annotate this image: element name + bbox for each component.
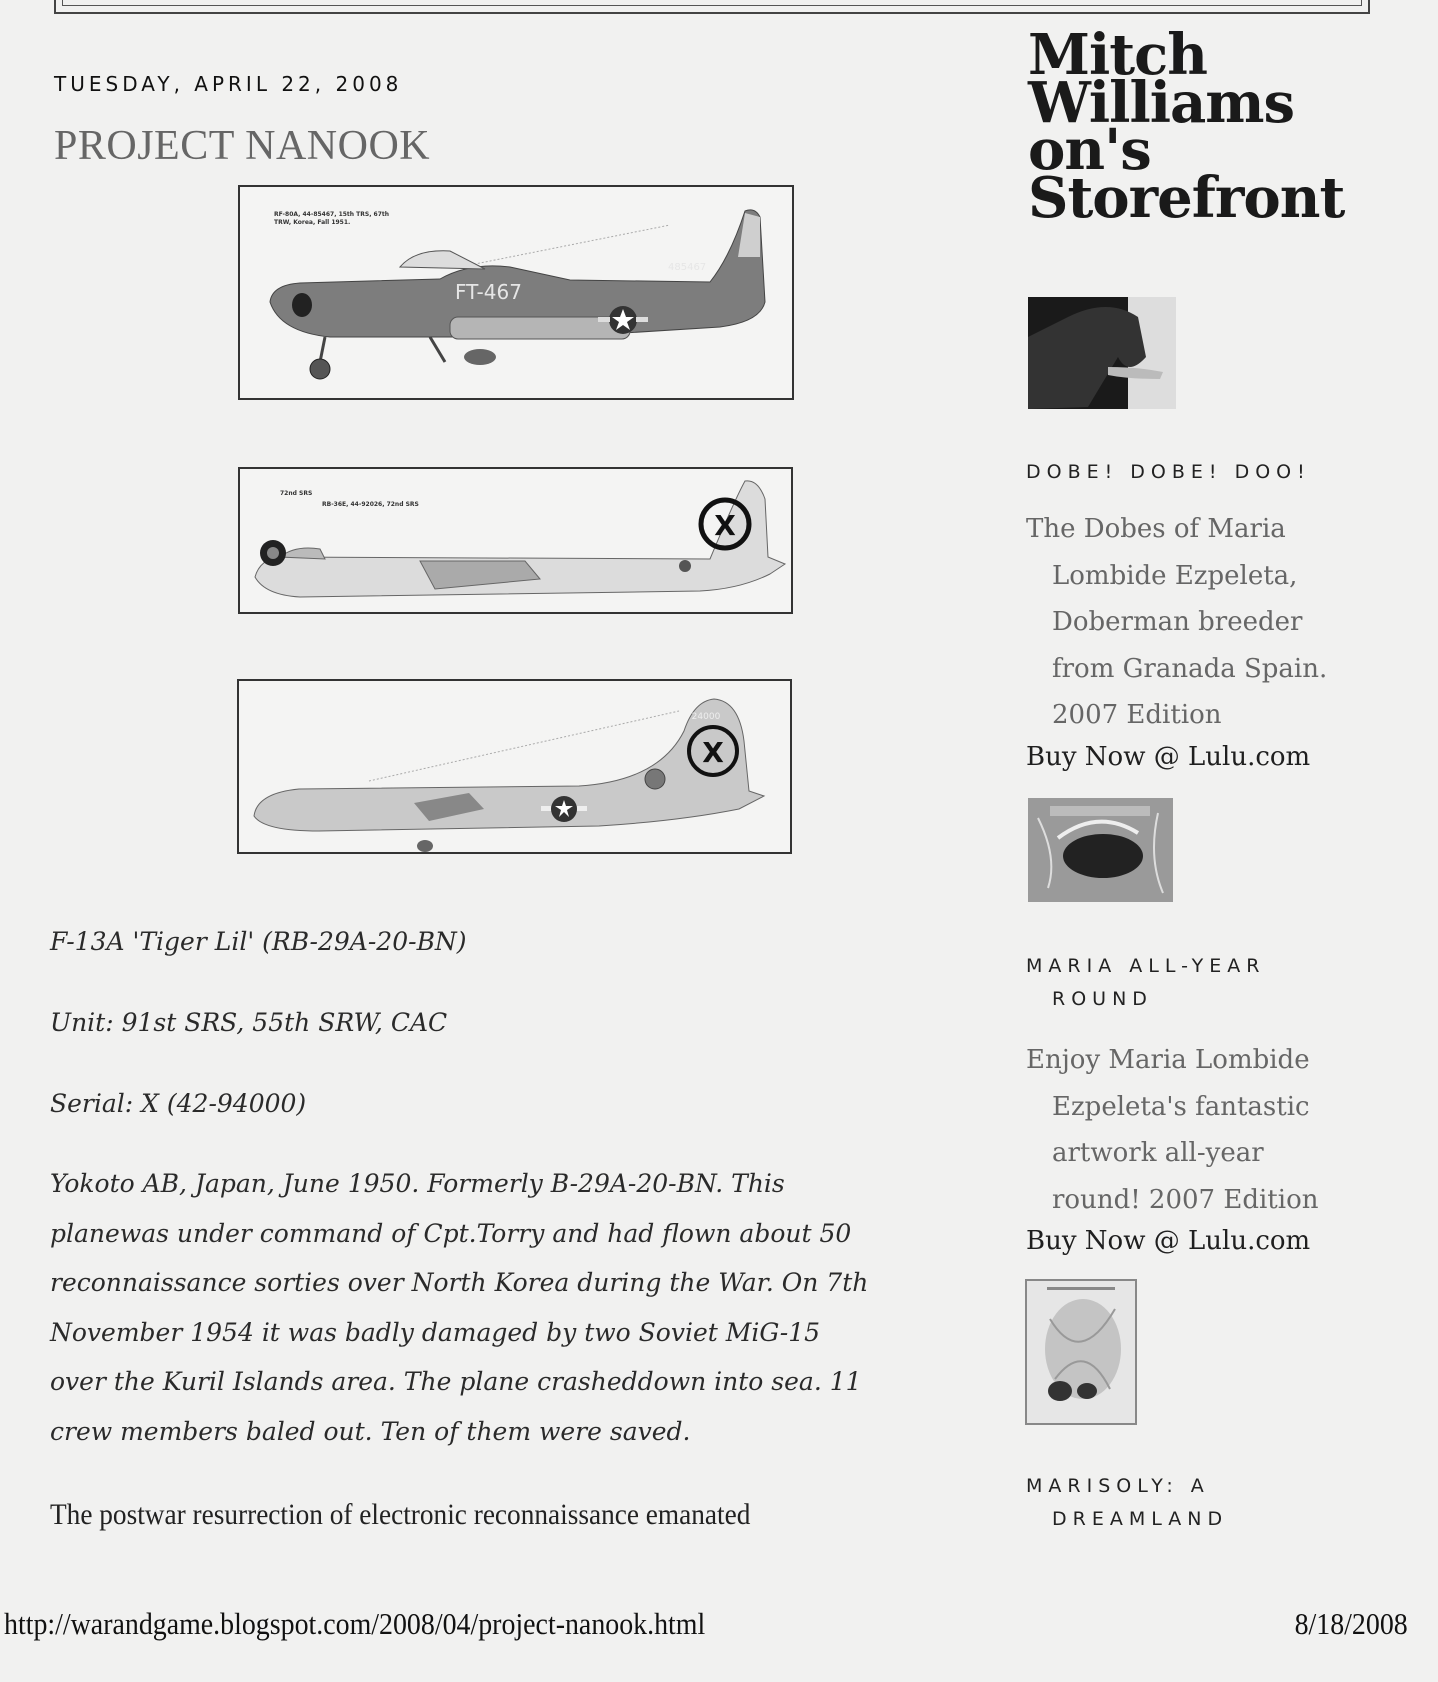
desc-line: Doberman breeder [1052,607,1303,637]
desc-line: round! 2007 Edition [1052,1184,1319,1215]
rf80-caption-line1: RF-80A, 44-85467, 15th TRS, 67th [274,211,390,218]
post-date: TUESDAY, APRIL 22, 2008 [54,72,403,96]
header-frame [54,0,1370,14]
desc-line: Ezpeleta's fantastic [1052,1091,1310,1122]
spec-unit: Unit: 91st SRS, 55th SRW, CAC [50,1008,448,1037]
dobe-book-image[interactable] [1028,297,1176,409]
rb36-tail-letter: X [714,509,736,542]
story-line: crew members baled out. Ten of them were saved. [50,1416,691,1446]
widget-heading-line: ROUND [1052,988,1153,1010]
rb36-illustration [240,469,791,612]
rf80-caption [274,211,389,227]
continuation-paragraph: The postwar resurrection of electronic reconnaissance emanated [50,1498,751,1531]
spec-serial: Serial: X (42-94000) [50,1089,307,1118]
story-paragraph [50,1159,970,1456]
desc-line: artwork all-year [1052,1138,1264,1168]
story-line: November 1954 it was badly damaged by two Soviet MiG-15 [50,1317,821,1347]
header-frame-inner [62,0,1362,6]
widget-heading-line: MARISOLY: A [1026,1475,1210,1497]
post-title[interactable]: PROJECT NANOOK [54,123,431,169]
desc-line: Lombide Ezpeleta, [1052,560,1298,591]
buy-now-link-maria[interactable]: Buy Now @ Lulu.com [1026,1226,1311,1256]
widget-heading-line: DOBE! DOBE! DOO! [1026,461,1311,483]
aircraft-image-rf80[interactable] [238,185,794,400]
widget-heading-line: DREAMLAND [1052,1508,1229,1530]
story-line: reconnaissance sorties over North Korea during the War. On 7th [50,1268,869,1297]
rf80-tail-serial: 485467 [668,262,707,273]
b29-tail-serial: 24000 [691,712,721,722]
widget-desc-maria [1026,1037,1366,1223]
spec-designation: F-13A 'Tiger Lil' (RB-29A-20-BN) [50,927,467,956]
widget-heading-maria [1026,950,1366,1016]
print-footer-url: http://warandgame.blogspot.com/2008/04/project-nanook.html [4,1606,706,1641]
widget-heading-marisoly [1026,1470,1366,1536]
rb36-caption-top: 72nd SRS [280,490,313,497]
print-footer-date: 8/18/2008 [1294,1606,1408,1641]
buy-now-link-dobe[interactable]: Buy Now @ Lulu.com [1026,742,1311,772]
aircraft-image-rb36[interactable] [238,467,793,614]
story-line: Yokoto AB, Japan, June 1950. Formerly B-29A-20-BN. This [50,1169,785,1198]
marisoly-book-image[interactable] [1025,1279,1137,1425]
widget-desc-dobe [1026,506,1366,739]
rb36-caption: RB-36E, 44-92026, 72nd SRS [322,501,419,508]
desc-line: The Dobes of Maria [1026,514,1286,544]
aircraft-image-b29[interactable] [237,679,792,854]
story-line: planewas under command of Cpt.Torry and had flown about 50 [50,1218,852,1248]
desc-line: 2007 Edition [1052,700,1222,730]
desc-line: from Granada Spain. [1052,653,1328,684]
storefront-title[interactable]: Mitch Williams on's Storefront [1028,22,1345,231]
marisoly-book-cover [1025,1279,1137,1425]
maria-calendar-image[interactable] [1028,798,1173,902]
rf80-caption-line2: TRW, Korea, Fall 1951. [274,219,351,226]
maria-calendar-cover [1028,798,1173,902]
widget-heading-line: MARIA ALL-YEAR [1026,955,1266,977]
post-body [50,925,970,1456]
story-line: over the Kuril Islands area. The plane crasheddown into sea. 11 [50,1367,862,1396]
rf80-markings: FT-467 [455,280,522,304]
widget-heading-dobe [1026,456,1366,489]
b29-illustration [239,681,790,852]
b29-tail-letter: X [702,736,724,769]
dobe-book-cover [1028,297,1176,409]
desc-line: Enjoy Maria Lombide [1026,1045,1310,1075]
